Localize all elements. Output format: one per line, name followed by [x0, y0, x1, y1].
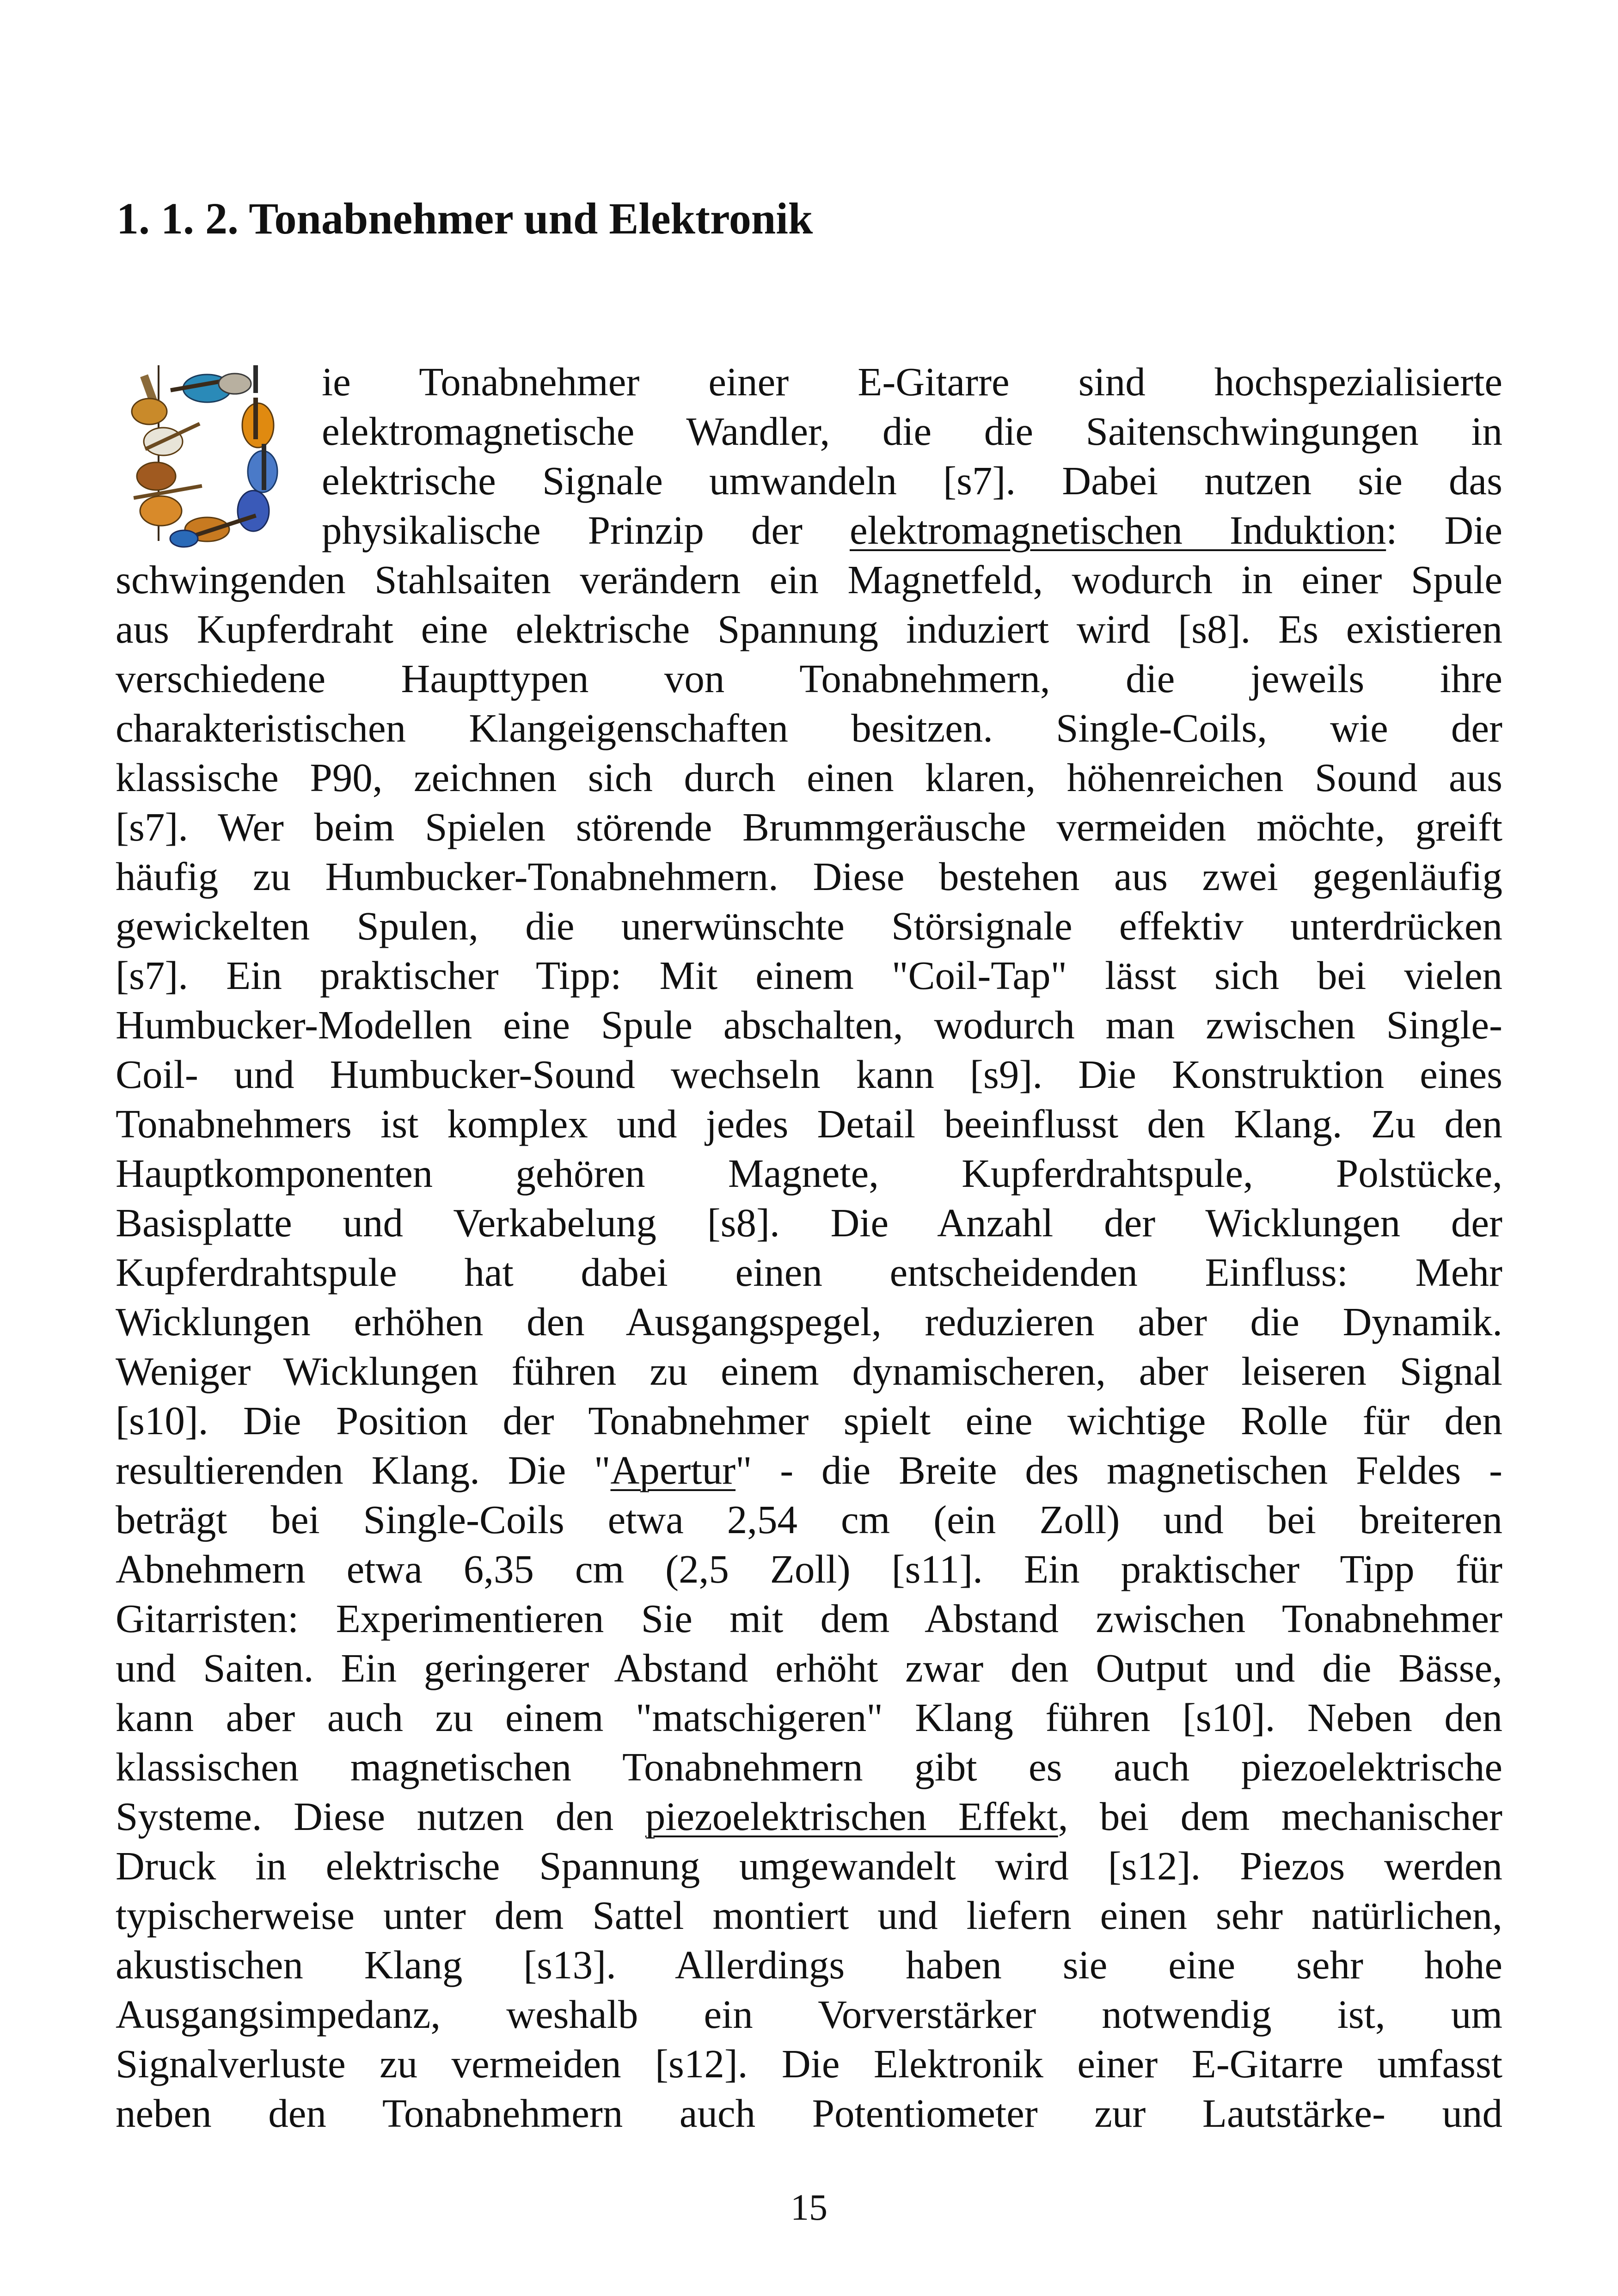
text-line — [116, 802, 1502, 852]
text-line — [116, 1495, 1502, 1544]
section-heading: 1. 1. 2. Tonabnehmer und Elektronik — [116, 194, 813, 243]
text-segment: verschiedene Haupttypen von Tonabnehmern, die jeweils ihre — [116, 656, 1502, 701]
text-segment: : Die — [1386, 508, 1502, 553]
text-line — [116, 505, 1502, 555]
text-line — [116, 703, 1502, 753]
text-segment: Basisplatte und Verkabelung [s8]. Die Anzahl der Wicklungen der — [116, 1200, 1502, 1245]
inline-link[interactable]: Apertur — [610, 1448, 736, 1492]
text-line — [116, 753, 1502, 802]
text-line — [116, 1346, 1502, 1396]
text-segment: häufig zu Humbucker-Tonabnehmern. Diese bestehen aus zwei gegenläufig — [116, 854, 1502, 899]
text-line — [116, 2039, 1502, 2088]
text-line — [116, 604, 1502, 654]
text-segment: Wicklungen erhöhen den Ausgangspegel, reduzieren aber die Dynamik. — [116, 1299, 1502, 1344]
text-segment: Weniger Wicklungen führen zu einem dynamischeren, aber leiseren Signal — [116, 1349, 1502, 1394]
text-segment: charakteristischen Klangeigenschaften besitzen. Single-Coils, wie der — [116, 706, 1502, 750]
text-line — [116, 1247, 1502, 1297]
text-segment: ie Tonabnehmer einer E-Gitarre sind hochspezialisierte — [322, 359, 1502, 404]
text-segment: Signalverluste zu vermeiden [s12]. Die Elektronik einer E-Gitarre umfasst — [116, 2041, 1502, 2086]
text-segment: resultierenden Klang. Die " — [116, 1448, 611, 1492]
text-segment: typischerweise unter dem Sattel montiert und liefern einen sehr natürlichen, — [116, 1893, 1502, 1938]
text-line — [116, 1891, 1502, 1940]
inline-link[interactable]: piezoelektrischen Effekt — [645, 1794, 1058, 1839]
text-line — [116, 654, 1502, 703]
text-line — [116, 1000, 1502, 1050]
text-segment: beträgt bei Single-Coils etwa 2,54 cm (ein Zoll) und bei breiteren — [116, 1497, 1502, 1542]
text-segment: aus Kupferdraht eine elektrische Spannung induziert wird [s8]. Es existieren — [116, 607, 1502, 651]
text-segment: Humbucker-Modellen eine Spule abschalten, wodurch man zwischen Single- — [116, 1002, 1502, 1047]
text-line — [116, 1297, 1502, 1346]
text-segment: Ausgangsimpedanz, weshalb ein Vorverstärker notwendig ist, um — [116, 1992, 1502, 2037]
text-line — [116, 852, 1502, 901]
text-line — [116, 357, 1502, 406]
text-line — [116, 1544, 1502, 1594]
text-line — [116, 1841, 1502, 1891]
text-line — [116, 2088, 1502, 2138]
text-line — [116, 1148, 1502, 1198]
text-segment: physikalische Prinzip der — [322, 508, 850, 553]
text-segment: kann aber auch zu einem "matschigeren" Klang führen [s10]. Neben den — [116, 1695, 1502, 1740]
text-segment: [s10]. Die Position der Tonabnehmer spielt eine wichtige Rolle für den — [116, 1398, 1502, 1443]
text-line — [116, 951, 1502, 1000]
text-line — [116, 1693, 1502, 1742]
text-segment: klassischen magnetischen Tonabnehmern gibt es auch piezoelektrische — [116, 1744, 1502, 1789]
body-paragraph — [116, 357, 1502, 2138]
inline-link[interactable]: elektromagnetischen Induktion — [849, 508, 1386, 553]
text-segment: [s7]. Ein praktischer Tipp: Mit einem "Coil-Tap" lässt sich bei vielen — [116, 953, 1502, 998]
text-segment: elektromagnetische Wandler, die die Saitenschwingungen in — [322, 409, 1502, 454]
page-number: 15 — [791, 2187, 827, 2228]
text-segment: elektrische Signale umwandeln [s7]. Dabei nutzen sie das — [322, 458, 1502, 503]
text-segment: Abnehmern etwa 6,35 cm (2,5 Zoll) [s11]. Ein praktischer Tipp für — [116, 1547, 1502, 1591]
text-segment: Gitarristen: Experimentieren Sie mit dem Abstand zwischen Tonabnehmer — [116, 1596, 1502, 1641]
text-segment: Tonabnehmers ist komplex und jedes Detail beeinflusst den Klang. Zu den — [116, 1101, 1502, 1146]
text-line — [116, 1099, 1502, 1148]
text-segment: Druck in elektrische Spannung umgewandelt wird [s12]. Piezos werden — [116, 1843, 1502, 1888]
text-segment: Systeme. Diese nutzen den — [116, 1794, 645, 1839]
text-line — [116, 555, 1502, 604]
text-segment: akustischen Klang [s13]. Allerdings haben sie eine sehr hohe — [116, 1942, 1502, 1987]
text-line — [116, 406, 1502, 456]
text-segment: Kupferdrahtspule hat dabei einen entscheidenden Einfluss: Mehr — [116, 1250, 1502, 1295]
text-segment: und Saiten. Ein geringerer Abstand erhöht zwar den Output und die Bässe, — [116, 1645, 1502, 1690]
text-segment: Hauptkomponenten gehören Magnete, Kupferdrahtspule, Polstücke, — [116, 1151, 1502, 1196]
text-segment: [s7]. Wer beim Spielen störende Brummgeräusche vermeiden möchte, greift — [116, 804, 1502, 849]
text-line — [116, 1643, 1502, 1693]
text-segment: , bei dem mechanischer — [1058, 1794, 1502, 1839]
text-segment: gewickelten Spulen, die unerwünschte Störsignale effektiv unterdrücken — [116, 903, 1502, 948]
text-line — [116, 1396, 1502, 1445]
text-line — [116, 901, 1502, 951]
text-line — [116, 1792, 1502, 1841]
text-line — [116, 1989, 1502, 2039]
text-line — [116, 1050, 1502, 1099]
text-line — [116, 1445, 1502, 1495]
text-line — [116, 1940, 1502, 1989]
text-segment: neben den Tonabnehmern auch Potentiometer zur Lautstärke- und — [116, 2091, 1502, 2136]
text-segment: schwingenden Stahlsaiten verändern ein Magnetfeld, wodurch in einer Spule — [116, 557, 1502, 602]
text-line — [116, 456, 1502, 505]
text-segment: " - die Breite des magnetischen Feldes - — [735, 1448, 1502, 1492]
text-line — [116, 1742, 1502, 1792]
text-segment: klassische P90, zeichnen sich durch einen klaren, höhenreichen Sound aus — [116, 755, 1502, 800]
text-line — [116, 1198, 1502, 1247]
text-segment: Coil- und Humbucker-Sound wechseln kann [s9]. Die Konstruktion eines — [116, 1052, 1502, 1097]
text-line — [116, 1594, 1502, 1643]
